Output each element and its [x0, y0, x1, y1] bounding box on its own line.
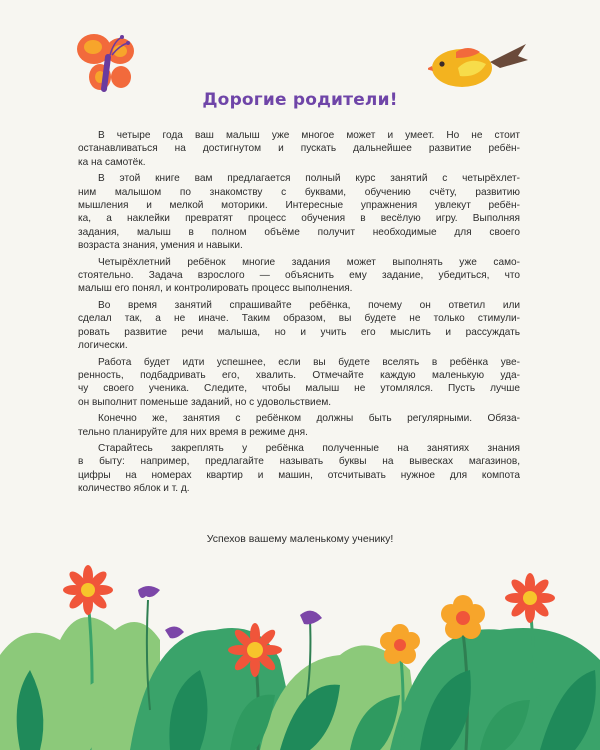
text-line: тельно планируйте для них время в режиме дня.	[78, 426, 308, 438]
flower-icon	[165, 626, 184, 638]
text-line: Во время занятий спрашивайте ребёнка, почему он ответил или	[98, 299, 520, 311]
text-line: чу своего ученика. Следите, чтобы малыш не утомлялся. Пусть лучше	[78, 383, 520, 395]
flower-icon	[138, 586, 160, 598]
text-line: количество яблок и т. д.	[78, 483, 190, 495]
text-line: логически.	[78, 340, 128, 352]
text-line: задания, малыш в полном объёме получит необходимые для своего	[78, 226, 520, 238]
flower-icon	[380, 624, 420, 664]
text-line: Конечно же, занятия с ребёнком должны быть регулярными. Обяза-	[98, 413, 520, 425]
text-line: ним малышом по знакомству с буквами, обучению счёту, развитию	[78, 186, 520, 198]
text-line: ренность, подбадривать его, хвалить. Отмечайте каждую маленькую уда-	[78, 369, 520, 381]
paragraph	[78, 129, 520, 169]
text-line: В четыре года ваш малыш уже многое может и умеет. Но не стоит	[98, 130, 520, 141]
text-line: Старайтесь закреплять у ребёнка полученные на занятиях знания	[98, 442, 520, 454]
page-title: Дорогие родители!	[202, 90, 398, 110]
text-line: ка на самотёк.	[78, 156, 146, 168]
text-line: Работа будет идти успешнее, если вы будете вселять в ребёнка уве-	[98, 356, 520, 368]
text-line: ка, а наклейки превратят процесс обучения в весёлую игру. Выполняя	[78, 213, 520, 225]
text-line: стоятельно. Задача взрослого — объяснить ему задание, убедиться, что	[78, 270, 520, 282]
text-line: мышления и мелкой моторики. Интересные упражнения увлекут ребён-	[78, 200, 520, 212]
text-line: цифры на номерах квартир и машин, отсчитывать нужное для компота	[78, 469, 520, 481]
paragraph	[78, 442, 520, 496]
text-line: в быту: например, предлагайте называть буквы на вывесках магазинов,	[78, 456, 520, 468]
text-line: сделал так, а не иначе. Таким образом, вы будете не только стимули-	[78, 313, 520, 325]
flower-icon	[63, 565, 113, 615]
flower-icon	[441, 595, 485, 639]
paragraph	[78, 256, 520, 296]
text-line: малыш его понял, и контролировать процесс выполнения.	[78, 283, 353, 295]
paragraph	[78, 299, 520, 353]
bird-icon	[428, 38, 530, 90]
butterfly-icon	[74, 27, 146, 95]
letter-body	[78, 129, 520, 499]
flower-icon	[228, 623, 282, 677]
flower-icon	[300, 611, 322, 625]
text-line: Четырёхлетний ребёнок многие задания может выполнять уже само-	[98, 256, 520, 268]
paragraph	[78, 412, 520, 439]
paragraph	[78, 172, 520, 252]
text-line: он выполнит поменьше заданий, но с удовольствием.	[78, 396, 332, 408]
text-line: В этой книге вам предлагается полный курс занятий с четырёхлет-	[98, 173, 520, 185]
text-line: возраста знания, умения и навыки.	[78, 240, 243, 252]
closing-line: Успехов вашему маленькому ученику!	[206, 533, 394, 545]
flower-icon	[505, 573, 555, 623]
text-line: ровать развитие речи малыша, но и учить его мыслить и рассуждать	[78, 326, 520, 338]
text-line: останавливаться на достигнутом и пускать дальнейшее развитие ребён-	[78, 143, 520, 155]
paragraph	[78, 356, 520, 410]
flower-meadow	[0, 560, 600, 750]
